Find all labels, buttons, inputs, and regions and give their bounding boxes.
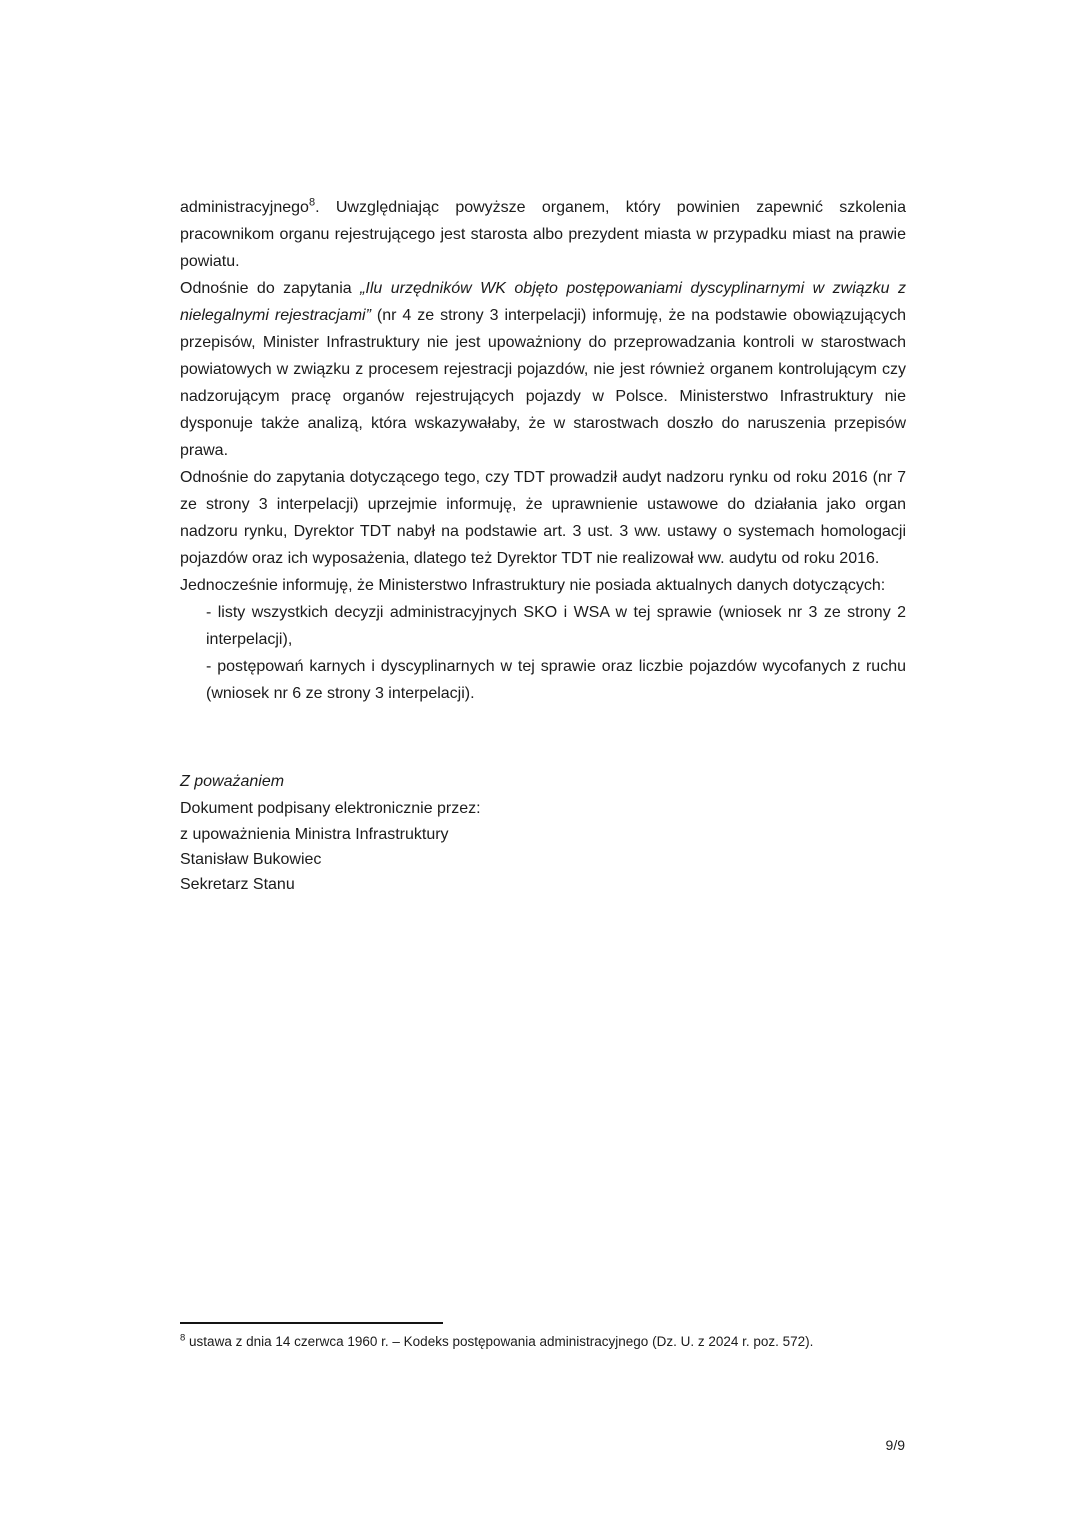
signatory-title: Sekretarz Stanu — [180, 876, 295, 893]
document-body — [180, 194, 906, 897]
paragraph-tdt-audit: Odnośnie do zapytania dotyczącego tego, czy TDT prowadził audyt nadzoru rynku od roku 2016 (nr 7 ze strony 3 interpelacji) uprzejmie informuję, że uprawnienie ustawowe do działania jako organ nadzoru rynku, Dyrektor TDT nabył na podstawie art. 3 ust. 3 ww. ustawy o systemach homologacji pojazdów oraz ich wyposażenia, dlatego też Dyrektor TDT nie realizował ww. audytu od roku 2016. — [180, 469, 906, 567]
paragraph-administrative-training — [180, 194, 906, 275]
paragraph-text: Odnośnie do zapytania — [180, 280, 361, 297]
footnote-separator-rule — [180, 1322, 443, 1324]
footnote-number: 8 — [180, 1332, 186, 1344]
list-item-sko-wsa-decisions: - listy wszystkich decyzji administracyjnych SKO i WSA w tej sprawie (wniosek nr 3 ze strony 2 interpelacji), — [206, 604, 906, 648]
signature-authorization-line: z upoważnienia Ministra Infrastruktury — [180, 826, 449, 843]
paragraph-missing-data-intro: Jednocześnie informuję, że Ministerstwo Infrastruktury nie posiada aktualnych danych dotyczących: — [180, 577, 886, 594]
paragraph-disciplinary-proceedings — [180, 275, 906, 464]
paragraph-text: . Uwzględniając powyższe organem, który powinien zapewnić szkolenia pracownikom organu rejestrującego jest starosta albo prezydent miasta w przypadku miast na prawie powiatu. — [180, 199, 906, 270]
quoted-interpellation-question: „Ilu urzędników WK objęto postępowaniami dyscyplinarnymi w związku z nielegalnymi rejestracjami” — [180, 280, 906, 324]
footnote-8 — [180, 1333, 906, 1351]
page-number: 9/9 — [885, 1437, 905, 1453]
paragraph-text: (nr 4 ze strony 3 interpelacji) informuję, że na podstawie obowiązujących przepisów, Minister Infrastruktury nie jest upoważniony do przeprowadzania kontroli w starostwach powiatowych w związku z procesem rejestracji pojazdów, nie jest również organem kontrolującym czy nadzorującym pracę organów rejestrujących pojazdy w Polsce. Ministerstwo Infrastruktury nie dysponuje także analizą, która wskazywałaby, że w starostwach doszło do naruszenia przepisów prawa. — [180, 307, 906, 459]
footnote-section — [180, 1322, 906, 1351]
missing-data-list — [206, 599, 906, 707]
electronic-signature-notice: Dokument podpisany elektronicznie przez: — [180, 800, 481, 817]
footnote-reference-8: 8 — [308, 196, 316, 209]
signatory-name: Stanisław Bukowiec — [180, 851, 322, 868]
list-item-criminal-proceedings: - postępowań karnych i dyscyplinarnych w tej sprawie oraz liczbie pojazdów wycofanych z ruchu (wniosek nr 6 ze strony 3 interpelacji). — [206, 658, 906, 702]
paragraph-text: administracyjnego — [180, 199, 309, 216]
footnote-text: ustawa z dnia 14 czerwca 1960 r. – Kodeks postępowania administracyjnego (Dz. U. z 2024 r. poz. 572). — [185, 1334, 814, 1349]
spacer — [180, 707, 906, 768]
closing-salutation: Z poważaniem — [180, 773, 285, 790]
signature-block — [180, 822, 906, 897]
